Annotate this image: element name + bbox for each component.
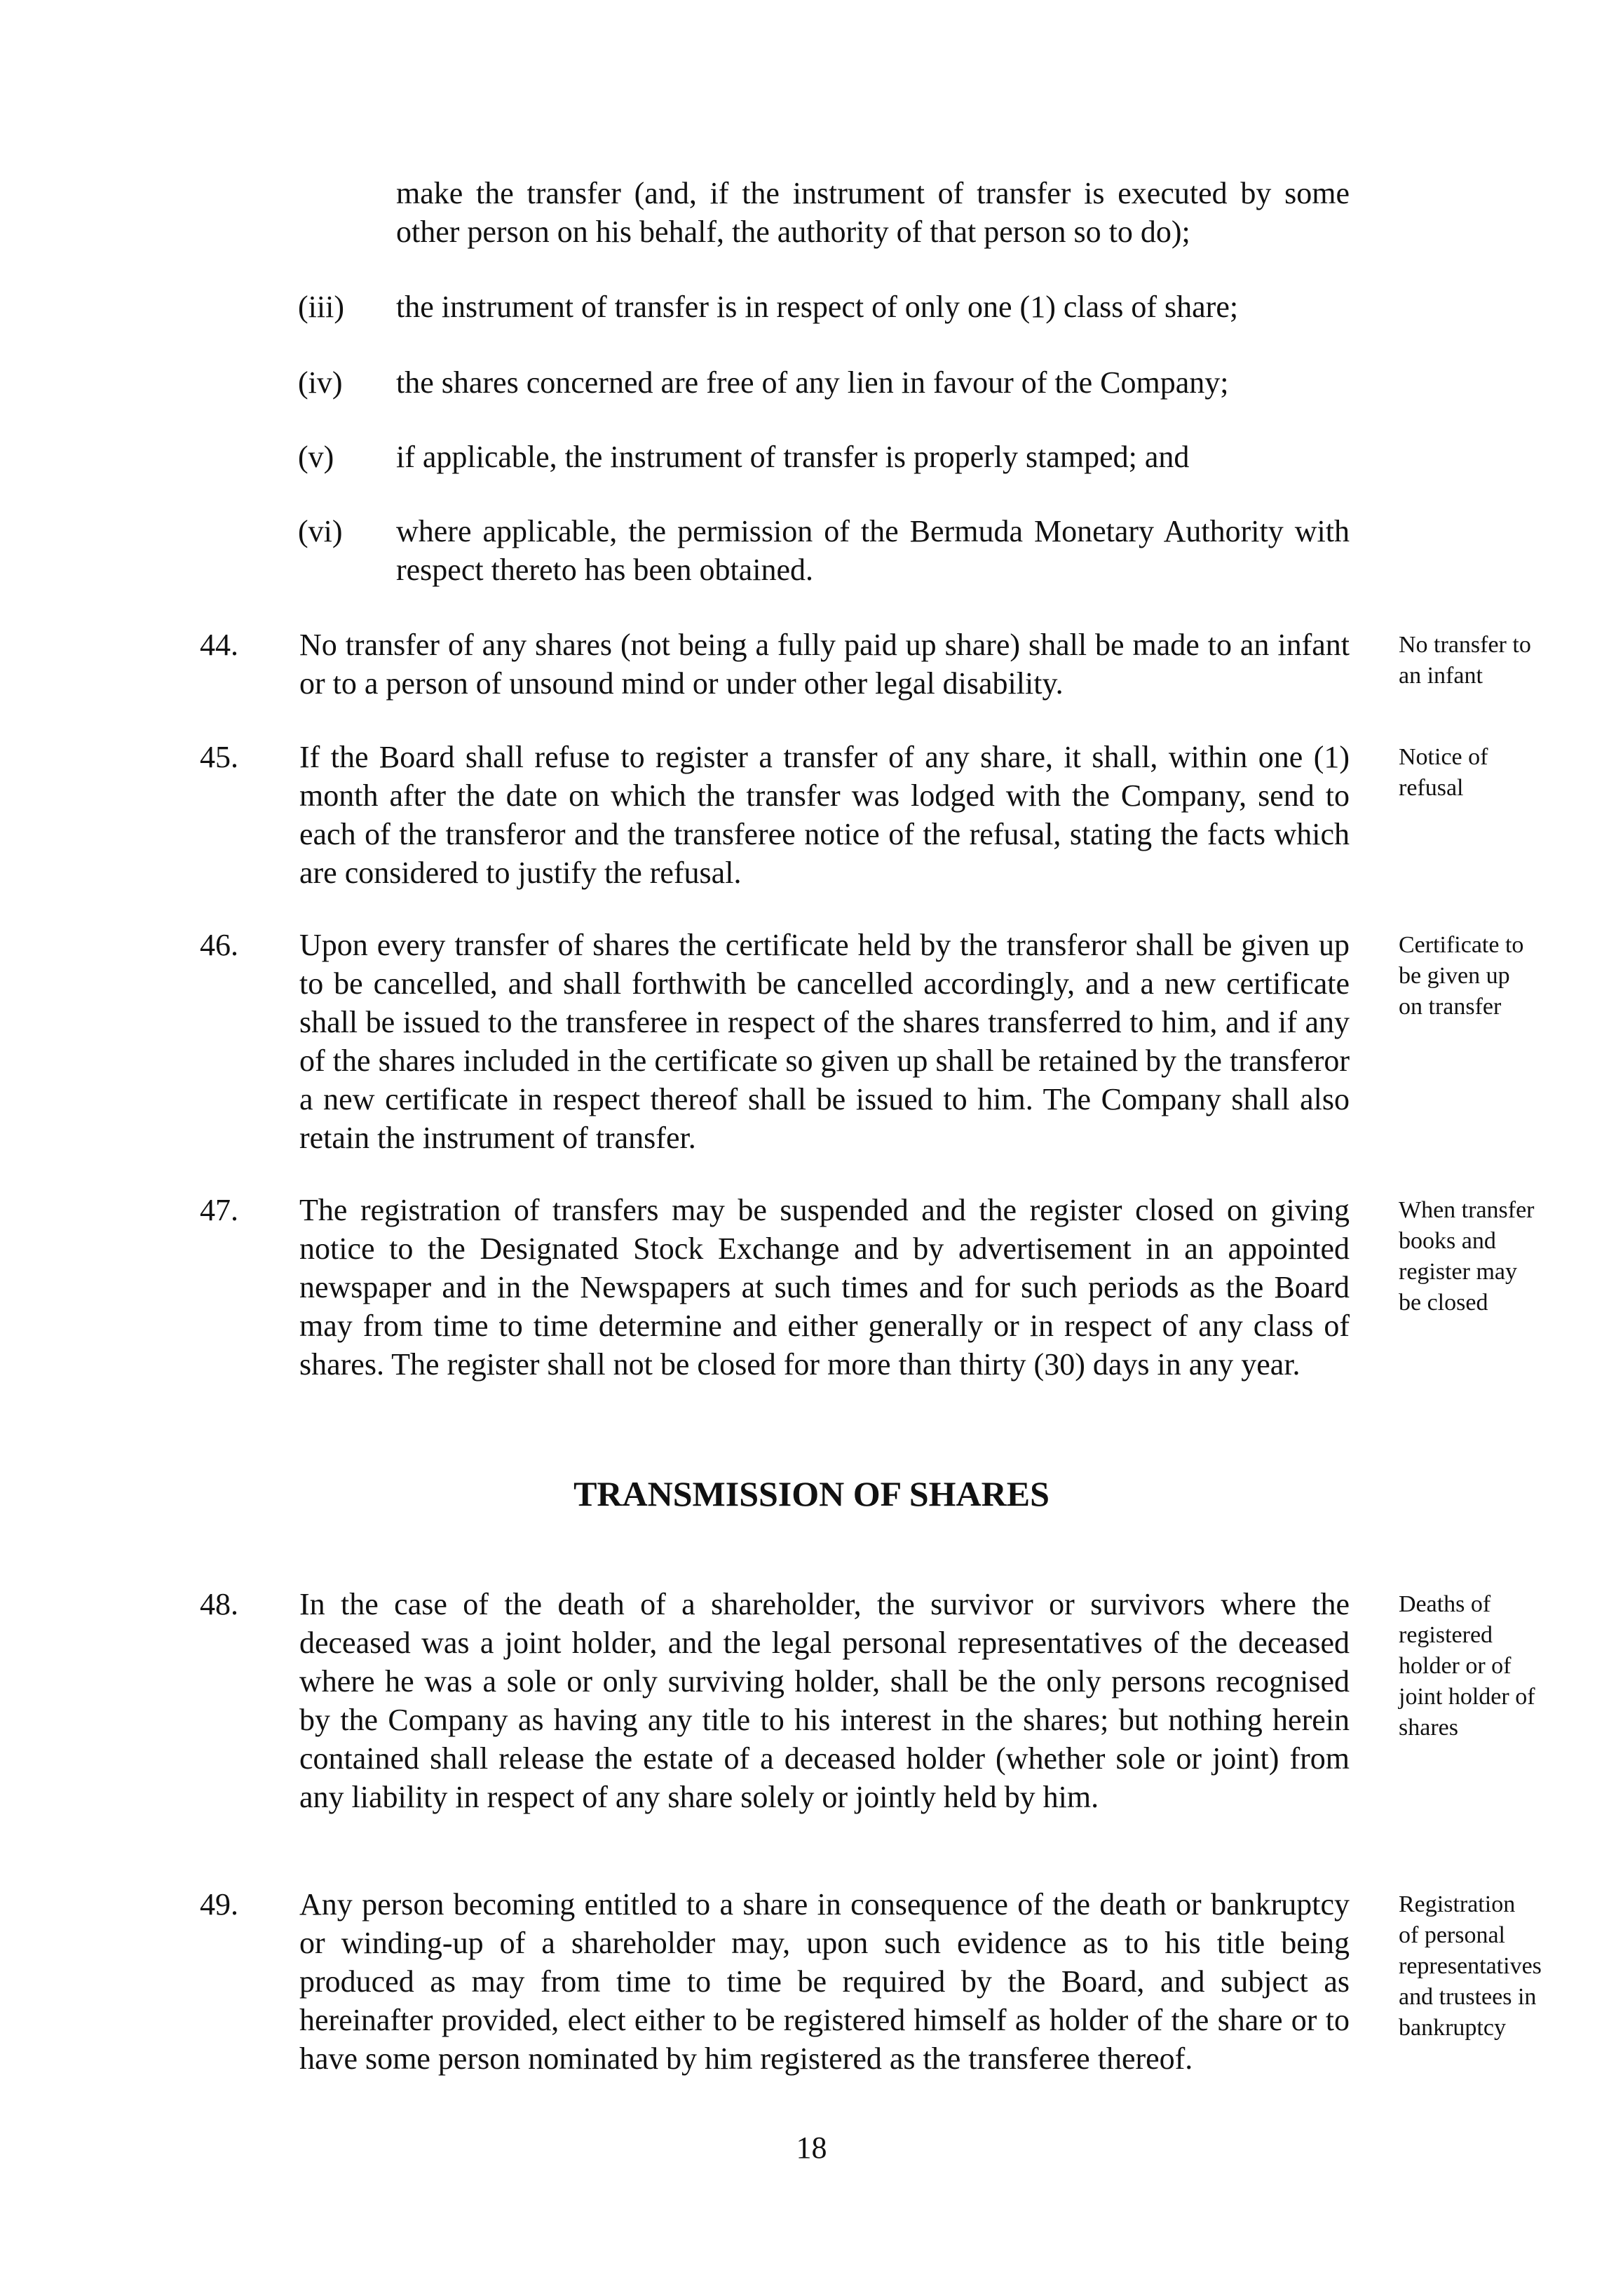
article-number: 45. <box>200 740 238 774</box>
article-text: If the Board shall refuse to register a transfer of any share, it shall, within one (1) month after the date on which the transfer was lodged with the Company, send to each of the transferor and the transferee notice of the refusal, stating the facts which are considered to justify the refusal. <box>299 740 1350 890</box>
article-number: 49. <box>200 1887 238 1922</box>
article-text: No transfer of any shares (not being a fully paid up share) shall be made to an infant or to a person of unsound mind or under other legal disability. <box>299 628 1350 701</box>
sub-item-number: (iii) <box>298 290 344 324</box>
article-number: 48. <box>200 1587 238 1621</box>
sub-item-number: (v) <box>298 440 334 474</box>
sub-item-text: where applicable, the permission of the Bermuda Monetary Authority with respect thereto has been obtained. <box>396 514 1350 587</box>
article-text: Any person becoming entitled to a share in consequence of the death or bankruptcy or winding-up of a shareholder may, upon such evidence as to his title being produced as may from time to time be required by the Board, and subject as hereinafter provided, elect either to be registered himself as holder of the share or to have some person nominated by him registered as the transferee thereof. <box>299 1887 1350 2076</box>
margin-note-48: Deaths of registered holder or of joint holder of shares <box>1399 1591 1535 1741</box>
page-number: 18 <box>796 2130 827 2165</box>
margin-note-47: When transfer books and register may be closed <box>1399 1197 1535 1316</box>
sub-item-text: if applicable, the instrument of transfer is properly stamped; and <box>396 440 1190 474</box>
sub-item-number: (vi) <box>298 514 343 548</box>
article-text: The registration of transfers may be suspended and the register closed on giving notice to the Designated Stock Exchange and by advertisement in an appointed newspaper and in the Newspapers at such times and for such periods as the Board may from time to time determine and either generally or in respect of any class of shares. The register shall not be closed for more than thirty (30) days in any year. <box>299 1193 1350 1382</box>
sub-item-text: the shares concerned are free of any lien in favour of the Company; <box>396 365 1229 400</box>
margin-note-46: Certificate to be given up on transfer <box>1399 932 1524 1020</box>
sub-item-number: (iv) <box>298 365 343 400</box>
article-text: In the case of the death of a shareholder, the survivor or survivors where the deceased was a joint holder, and the legal personal representatives of the deceased where he was a sole or only surviving holder, shall be the only persons recognised by the Company as having any title to his interest in the shares; but nothing herein contained shall release the estate of a deceased holder (whether sole or joint) from any liability in respect of any share solely or jointly held by him. <box>299 1587 1350 1814</box>
sub-item-text: the instrument of transfer is in respect of only one (1) class of share; <box>396 290 1239 324</box>
article-text: Upon every transfer of shares the certificate held by the transferor shall be given up to be cancelled, and shall forthwith be cancelled accordingly, and a new certificate shall be issued to the transferee in respect of the shares transferred to him, and if any of the shares included in the certificate so given up shall be retained by the transferor a new certificate in respect thereof shall be issued to him. The Company shall also retain the instrument of transfer. <box>299 928 1350 1155</box>
continued-text: make the transfer (and, if the instrument of transfer is executed by some other person on his behalf, the authority of that person so to do); <box>396 176 1350 249</box>
margin-note-45: Notice of refusal <box>1399 744 1488 801</box>
article-number: 47. <box>200 1193 238 1227</box>
article-number: 44. <box>200 628 238 662</box>
article-number: 46. <box>200 928 238 962</box>
margin-note-49: Registration of personal representatives and trustees in bankruptcy <box>1399 1891 1542 2041</box>
margin-note-44: No transfer to an infant <box>1399 632 1531 689</box>
section-heading: TRANSMISSION OF SHARES <box>573 1474 1050 1513</box>
